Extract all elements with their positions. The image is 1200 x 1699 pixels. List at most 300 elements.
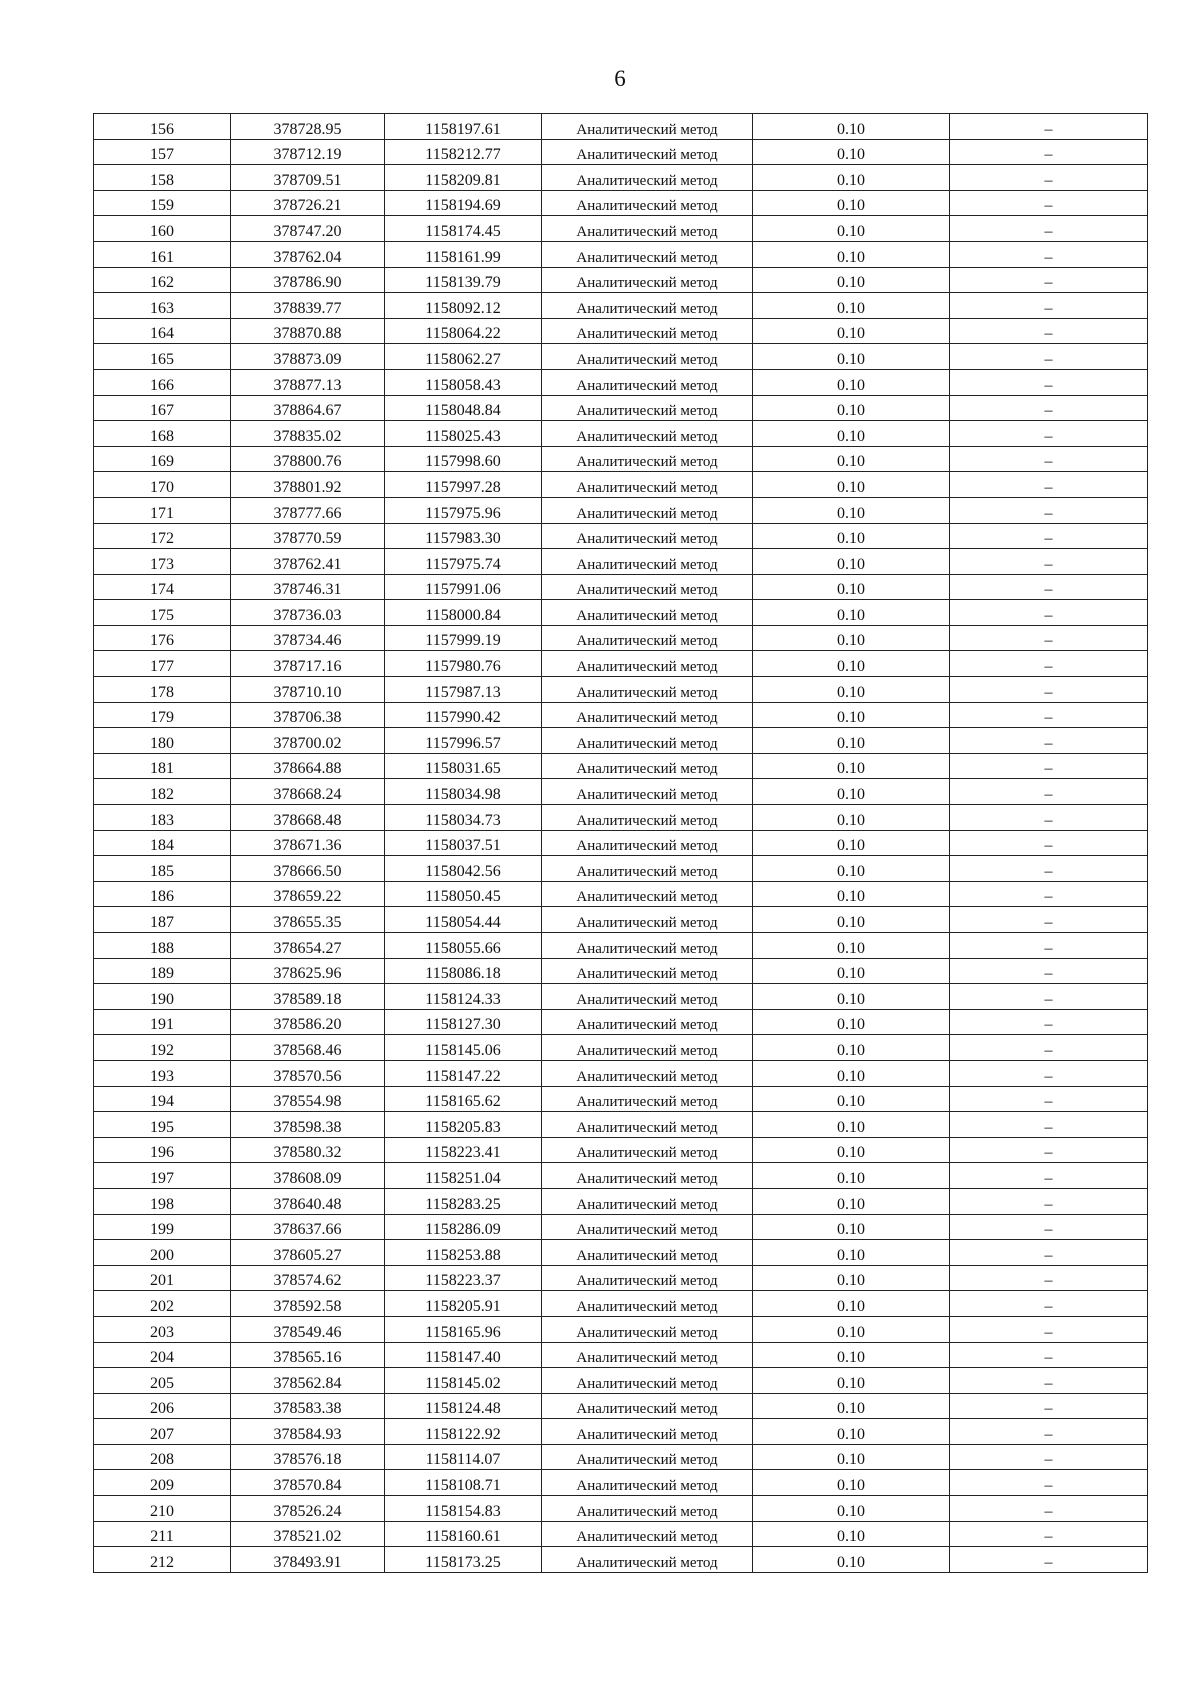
cell-coord-y: 1158145.02 bbox=[385, 1368, 542, 1394]
table-body bbox=[94, 114, 1148, 1573]
cell-coord-y: 1158212.77 bbox=[385, 139, 542, 165]
cell-point-number: 171 bbox=[94, 497, 231, 523]
cell-coord-y: 1158283.25 bbox=[385, 1188, 542, 1214]
cell-accuracy: 0.10 bbox=[753, 1060, 950, 1086]
cell-coord-x: 378659.22 bbox=[231, 881, 385, 907]
cell-note: – bbox=[950, 344, 1148, 370]
cell-point-number: 159 bbox=[94, 190, 231, 216]
table-row bbox=[94, 1265, 1148, 1291]
cell-note: – bbox=[950, 1419, 1148, 1445]
cell-point-number: 172 bbox=[94, 523, 231, 549]
cell-coord-x: 378877.13 bbox=[231, 369, 385, 395]
table-row bbox=[94, 1547, 1148, 1573]
cell-coord-x: 378728.95 bbox=[231, 114, 385, 140]
cell-point-number: 192 bbox=[94, 1035, 231, 1061]
cell-method: Аналитический метод bbox=[542, 369, 753, 395]
table-row bbox=[94, 1316, 1148, 1342]
cell-point-number: 195 bbox=[94, 1112, 231, 1138]
cell-coord-x: 378706.38 bbox=[231, 702, 385, 728]
cell-point-number: 185 bbox=[94, 856, 231, 882]
cell-note: – bbox=[950, 1009, 1148, 1035]
cell-accuracy: 0.10 bbox=[753, 1470, 950, 1496]
cell-note: – bbox=[950, 753, 1148, 779]
cell-point-number: 187 bbox=[94, 907, 231, 933]
cell-accuracy: 0.10 bbox=[753, 216, 950, 242]
cell-method: Аналитический метод bbox=[542, 446, 753, 472]
cell-coord-y: 1158286.09 bbox=[385, 1214, 542, 1240]
cell-method: Аналитический метод bbox=[542, 1137, 753, 1163]
cell-coord-x: 378726.21 bbox=[231, 190, 385, 216]
cell-point-number: 165 bbox=[94, 344, 231, 370]
cell-accuracy: 0.10 bbox=[753, 114, 950, 140]
cell-accuracy: 0.10 bbox=[753, 1188, 950, 1214]
cell-method: Аналитический метод bbox=[542, 881, 753, 907]
cell-coord-y: 1158064.22 bbox=[385, 318, 542, 344]
cell-coord-y: 1157997.28 bbox=[385, 472, 542, 498]
cell-note: – bbox=[950, 267, 1148, 293]
cell-coord-y: 1158251.04 bbox=[385, 1163, 542, 1189]
cell-note: – bbox=[950, 293, 1148, 319]
cell-coord-x: 378570.56 bbox=[231, 1060, 385, 1086]
cell-coord-x: 378747.20 bbox=[231, 216, 385, 242]
cell-note: – bbox=[950, 549, 1148, 575]
cell-note: – bbox=[950, 881, 1148, 907]
cell-point-number: 182 bbox=[94, 779, 231, 805]
cell-method: Аналитический метод bbox=[542, 318, 753, 344]
cell-method: Аналитический метод bbox=[542, 293, 753, 319]
cell-method: Аналитический метод bbox=[542, 1316, 753, 1342]
cell-accuracy: 0.10 bbox=[753, 1265, 950, 1291]
cell-coord-x: 378800.76 bbox=[231, 446, 385, 472]
table-row bbox=[94, 139, 1148, 165]
cell-coord-x: 378570.84 bbox=[231, 1470, 385, 1496]
cell-accuracy: 0.10 bbox=[753, 1240, 950, 1266]
cell-point-number: 204 bbox=[94, 1342, 231, 1368]
table-row bbox=[94, 1419, 1148, 1445]
cell-coord-x: 378736.03 bbox=[231, 600, 385, 626]
cell-coord-y: 1158050.45 bbox=[385, 881, 542, 907]
cell-accuracy: 0.10 bbox=[753, 1547, 950, 1573]
cell-coord-y: 1158037.51 bbox=[385, 830, 542, 856]
cell-coord-x: 378637.66 bbox=[231, 1214, 385, 1240]
cell-coord-x: 378592.58 bbox=[231, 1291, 385, 1317]
cell-accuracy: 0.10 bbox=[753, 600, 950, 626]
cell-accuracy: 0.10 bbox=[753, 1496, 950, 1522]
cell-method: Аналитический метод bbox=[542, 1163, 753, 1189]
cell-coord-y: 1157975.96 bbox=[385, 497, 542, 523]
table-row bbox=[94, 702, 1148, 728]
cell-method: Аналитический метод bbox=[542, 190, 753, 216]
cell-note: – bbox=[950, 625, 1148, 651]
table-row bbox=[94, 293, 1148, 319]
cell-point-number: 198 bbox=[94, 1188, 231, 1214]
cell-coord-y: 1158034.73 bbox=[385, 805, 542, 831]
cell-coord-x: 378770.59 bbox=[231, 523, 385, 549]
cell-coord-x: 378835.02 bbox=[231, 421, 385, 447]
cell-accuracy: 0.10 bbox=[753, 1137, 950, 1163]
cell-accuracy: 0.10 bbox=[753, 1214, 950, 1240]
cell-method: Аналитический метод bbox=[542, 523, 753, 549]
cell-note: – bbox=[950, 1496, 1148, 1522]
cell-accuracy: 0.10 bbox=[753, 421, 950, 447]
cell-point-number: 190 bbox=[94, 984, 231, 1010]
cell-coord-x: 378710.10 bbox=[231, 677, 385, 703]
table-row bbox=[94, 600, 1148, 626]
cell-accuracy: 0.10 bbox=[753, 933, 950, 959]
cell-point-number: 199 bbox=[94, 1214, 231, 1240]
cell-point-number: 163 bbox=[94, 293, 231, 319]
cell-accuracy: 0.10 bbox=[753, 165, 950, 191]
cell-accuracy: 0.10 bbox=[753, 318, 950, 344]
cell-coord-x: 378654.27 bbox=[231, 933, 385, 959]
coordinates-table bbox=[93, 113, 1148, 1573]
cell-coord-x: 378864.67 bbox=[231, 395, 385, 421]
cell-note: – bbox=[950, 651, 1148, 677]
cell-note: – bbox=[950, 984, 1148, 1010]
cell-method: Аналитический метод bbox=[542, 677, 753, 703]
cell-accuracy: 0.10 bbox=[753, 523, 950, 549]
cell-note: – bbox=[950, 933, 1148, 959]
cell-coord-x: 378584.93 bbox=[231, 1419, 385, 1445]
cell-note: – bbox=[950, 1470, 1148, 1496]
cell-coord-y: 1158165.96 bbox=[385, 1316, 542, 1342]
cell-note: – bbox=[950, 958, 1148, 984]
cell-method: Аналитический метод bbox=[542, 497, 753, 523]
cell-method: Аналитический метод bbox=[542, 958, 753, 984]
cell-coord-y: 1158161.99 bbox=[385, 241, 542, 267]
cell-note: – bbox=[950, 702, 1148, 728]
cell-point-number: 176 bbox=[94, 625, 231, 651]
table-row bbox=[94, 190, 1148, 216]
cell-coord-x: 378598.38 bbox=[231, 1112, 385, 1138]
cell-point-number: 180 bbox=[94, 728, 231, 754]
cell-coord-x: 378762.41 bbox=[231, 549, 385, 575]
cell-point-number: 186 bbox=[94, 881, 231, 907]
table-row bbox=[94, 369, 1148, 395]
cell-accuracy: 0.10 bbox=[753, 1009, 950, 1035]
table-row bbox=[94, 1291, 1148, 1317]
cell-coord-x: 378565.16 bbox=[231, 1342, 385, 1368]
cell-accuracy: 0.10 bbox=[753, 574, 950, 600]
table-row bbox=[94, 1240, 1148, 1266]
cell-method: Аналитический метод bbox=[542, 267, 753, 293]
cell-point-number: 207 bbox=[94, 1419, 231, 1445]
cell-method: Аналитический метод bbox=[542, 1112, 753, 1138]
cell-note: – bbox=[950, 1265, 1148, 1291]
cell-coord-y: 1158058.43 bbox=[385, 369, 542, 395]
cell-note: – bbox=[950, 1060, 1148, 1086]
cell-coord-x: 378605.27 bbox=[231, 1240, 385, 1266]
cell-method: Аналитический метод bbox=[542, 779, 753, 805]
cell-coord-y: 1157996.57 bbox=[385, 728, 542, 754]
table-row bbox=[94, 574, 1148, 600]
cell-coord-x: 378668.24 bbox=[231, 779, 385, 805]
cell-coord-y: 1158147.22 bbox=[385, 1060, 542, 1086]
cell-note: – bbox=[950, 114, 1148, 140]
cell-point-number: 169 bbox=[94, 446, 231, 472]
table-row bbox=[94, 677, 1148, 703]
cell-note: – bbox=[950, 728, 1148, 754]
cell-point-number: 178 bbox=[94, 677, 231, 703]
cell-coord-y: 1158145.06 bbox=[385, 1035, 542, 1061]
table-row bbox=[94, 421, 1148, 447]
cell-coord-y: 1157980.76 bbox=[385, 651, 542, 677]
cell-method: Аналитический метод bbox=[542, 651, 753, 677]
cell-note: – bbox=[950, 1368, 1148, 1394]
cell-coord-x: 378640.48 bbox=[231, 1188, 385, 1214]
cell-note: – bbox=[950, 830, 1148, 856]
table-row bbox=[94, 165, 1148, 191]
cell-point-number: 210 bbox=[94, 1496, 231, 1522]
cell-method: Аналитический метод bbox=[542, 933, 753, 959]
cell-note: – bbox=[950, 1444, 1148, 1470]
cell-coord-y: 1158031.65 bbox=[385, 753, 542, 779]
cell-coord-y: 1158000.84 bbox=[385, 600, 542, 626]
table-row bbox=[94, 933, 1148, 959]
table-row bbox=[94, 1470, 1148, 1496]
cell-coord-x: 378700.02 bbox=[231, 728, 385, 754]
cell-method: Аналитический метод bbox=[542, 574, 753, 600]
table-row bbox=[94, 395, 1148, 421]
cell-coord-y: 1158034.98 bbox=[385, 779, 542, 805]
cell-method: Аналитический метод bbox=[542, 1342, 753, 1368]
cell-method: Аналитический метод bbox=[542, 549, 753, 575]
cell-coord-x: 378746.31 bbox=[231, 574, 385, 600]
cell-coord-y: 1158025.43 bbox=[385, 421, 542, 447]
cell-method: Аналитический метод bbox=[542, 1086, 753, 1112]
table-row bbox=[94, 114, 1148, 140]
cell-coord-y: 1157990.42 bbox=[385, 702, 542, 728]
cell-method: Аналитический метод bbox=[542, 753, 753, 779]
table-row bbox=[94, 523, 1148, 549]
table-row bbox=[94, 318, 1148, 344]
cell-note: – bbox=[950, 779, 1148, 805]
cell-method: Аналитический метод bbox=[542, 600, 753, 626]
cell-method: Аналитический метод bbox=[542, 1035, 753, 1061]
cell-coord-y: 1158194.69 bbox=[385, 190, 542, 216]
table-row bbox=[94, 1086, 1148, 1112]
cell-coord-x: 378583.38 bbox=[231, 1393, 385, 1419]
cell-note: – bbox=[950, 139, 1148, 165]
cell-accuracy: 0.10 bbox=[753, 907, 950, 933]
table-row bbox=[94, 1444, 1148, 1470]
cell-note: – bbox=[950, 318, 1148, 344]
cell-note: – bbox=[950, 677, 1148, 703]
cell-method: Аналитический метод bbox=[542, 1521, 753, 1547]
cell-method: Аналитический метод bbox=[542, 421, 753, 447]
cell-point-number: 212 bbox=[94, 1547, 231, 1573]
cell-method: Аналитический метод bbox=[542, 625, 753, 651]
table-row bbox=[94, 1060, 1148, 1086]
table-row bbox=[94, 216, 1148, 242]
cell-method: Аналитический метод bbox=[542, 805, 753, 831]
cell-method: Аналитический метод bbox=[542, 1470, 753, 1496]
cell-coord-x: 378666.50 bbox=[231, 856, 385, 882]
cell-point-number: 167 bbox=[94, 395, 231, 421]
cell-coord-y: 1158042.56 bbox=[385, 856, 542, 882]
cell-point-number: 196 bbox=[94, 1137, 231, 1163]
cell-method: Аналитический метод bbox=[542, 1188, 753, 1214]
cell-coord-x: 378574.62 bbox=[231, 1265, 385, 1291]
cell-note: – bbox=[950, 600, 1148, 626]
cell-method: Аналитический метод bbox=[542, 1368, 753, 1394]
cell-point-number: 197 bbox=[94, 1163, 231, 1189]
cell-accuracy: 0.10 bbox=[753, 881, 950, 907]
cell-accuracy: 0.10 bbox=[753, 497, 950, 523]
cell-method: Аналитический метод bbox=[542, 241, 753, 267]
cell-accuracy: 0.10 bbox=[753, 1342, 950, 1368]
cell-method: Аналитический метод bbox=[542, 702, 753, 728]
cell-coord-x: 378493.91 bbox=[231, 1547, 385, 1573]
cell-point-number: 168 bbox=[94, 421, 231, 447]
cell-coord-x: 378586.20 bbox=[231, 1009, 385, 1035]
cell-note: – bbox=[950, 241, 1148, 267]
cell-accuracy: 0.10 bbox=[753, 1444, 950, 1470]
cell-accuracy: 0.10 bbox=[753, 1316, 950, 1342]
table-row bbox=[94, 1214, 1148, 1240]
cell-method: Аналитический метод bbox=[542, 1419, 753, 1445]
cell-coord-y: 1158253.88 bbox=[385, 1240, 542, 1266]
cell-accuracy: 0.10 bbox=[753, 753, 950, 779]
table-row bbox=[94, 472, 1148, 498]
cell-coord-y: 1157998.60 bbox=[385, 446, 542, 472]
cell-method: Аналитический метод bbox=[542, 139, 753, 165]
cell-accuracy: 0.10 bbox=[753, 1163, 950, 1189]
cell-coord-x: 378762.04 bbox=[231, 241, 385, 267]
cell-coord-x: 378521.02 bbox=[231, 1521, 385, 1547]
cell-note: – bbox=[950, 1240, 1148, 1266]
cell-point-number: 205 bbox=[94, 1368, 231, 1394]
cell-coord-y: 1157983.30 bbox=[385, 523, 542, 549]
cell-method: Аналитический метод bbox=[542, 1444, 753, 1470]
cell-note: – bbox=[950, 1521, 1148, 1547]
cell-note: – bbox=[950, 190, 1148, 216]
cell-point-number: 193 bbox=[94, 1060, 231, 1086]
table-row bbox=[94, 907, 1148, 933]
cell-accuracy: 0.10 bbox=[753, 677, 950, 703]
cell-method: Аналитический метод bbox=[542, 1060, 753, 1086]
cell-point-number: 174 bbox=[94, 574, 231, 600]
cell-method: Аналитический метод bbox=[542, 165, 753, 191]
cell-point-number: 179 bbox=[94, 702, 231, 728]
cell-accuracy: 0.10 bbox=[753, 293, 950, 319]
table-row bbox=[94, 1342, 1148, 1368]
cell-coord-y: 1158154.83 bbox=[385, 1496, 542, 1522]
cell-note: – bbox=[950, 1086, 1148, 1112]
cell-accuracy: 0.10 bbox=[753, 728, 950, 754]
cell-point-number: 202 bbox=[94, 1291, 231, 1317]
table-row bbox=[94, 1393, 1148, 1419]
cell-point-number: 156 bbox=[94, 114, 231, 140]
table-row bbox=[94, 830, 1148, 856]
cell-note: – bbox=[950, 165, 1148, 191]
cell-method: Аналитический метод bbox=[542, 907, 753, 933]
cell-accuracy: 0.10 bbox=[753, 984, 950, 1010]
cell-accuracy: 0.10 bbox=[753, 1393, 950, 1419]
cell-coord-y: 1158223.37 bbox=[385, 1265, 542, 1291]
cell-accuracy: 0.10 bbox=[753, 344, 950, 370]
cell-note: – bbox=[950, 1163, 1148, 1189]
cell-method: Аналитический метод bbox=[542, 114, 753, 140]
cell-coord-y: 1158197.61 bbox=[385, 114, 542, 140]
table-row bbox=[94, 753, 1148, 779]
cell-point-number: 162 bbox=[94, 267, 231, 293]
cell-point-number: 188 bbox=[94, 933, 231, 959]
cell-coord-x: 378625.96 bbox=[231, 958, 385, 984]
cell-method: Аналитический метод bbox=[542, 1009, 753, 1035]
cell-method: Аналитический метод bbox=[542, 1291, 753, 1317]
cell-method: Аналитический метод bbox=[542, 984, 753, 1010]
cell-point-number: 160 bbox=[94, 216, 231, 242]
cell-method: Аналитический метод bbox=[542, 1265, 753, 1291]
page-number: 6 bbox=[614, 66, 626, 91]
cell-coord-y: 1158147.40 bbox=[385, 1342, 542, 1368]
table-row bbox=[94, 625, 1148, 651]
cell-coord-x: 378554.98 bbox=[231, 1086, 385, 1112]
table-row bbox=[94, 1496, 1148, 1522]
table-row bbox=[94, 497, 1148, 523]
cell-method: Аналитический метод bbox=[542, 344, 753, 370]
cell-accuracy: 0.10 bbox=[753, 958, 950, 984]
cell-accuracy: 0.10 bbox=[753, 651, 950, 677]
cell-coord-x: 378589.18 bbox=[231, 984, 385, 1010]
cell-accuracy: 0.10 bbox=[753, 625, 950, 651]
cell-coord-y: 1158124.33 bbox=[385, 984, 542, 1010]
cell-coord-x: 378717.16 bbox=[231, 651, 385, 677]
cell-point-number: 177 bbox=[94, 651, 231, 677]
cell-coord-y: 1158114.07 bbox=[385, 1444, 542, 1470]
cell-note: – bbox=[950, 1316, 1148, 1342]
cell-point-number: 209 bbox=[94, 1470, 231, 1496]
cell-point-number: 191 bbox=[94, 1009, 231, 1035]
cell-accuracy: 0.10 bbox=[753, 472, 950, 498]
cell-coord-y: 1158127.30 bbox=[385, 1009, 542, 1035]
cell-accuracy: 0.10 bbox=[753, 395, 950, 421]
cell-coord-y: 1158160.61 bbox=[385, 1521, 542, 1547]
cell-coord-x: 378664.88 bbox=[231, 753, 385, 779]
table-row bbox=[94, 958, 1148, 984]
table-row bbox=[94, 1521, 1148, 1547]
cell-note: – bbox=[950, 369, 1148, 395]
cell-coord-y: 1158054.44 bbox=[385, 907, 542, 933]
cell-note: – bbox=[950, 856, 1148, 882]
cell-coord-y: 1158086.18 bbox=[385, 958, 542, 984]
cell-coord-x: 378870.88 bbox=[231, 318, 385, 344]
cell-accuracy: 0.10 bbox=[753, 702, 950, 728]
cell-coord-y: 1158108.71 bbox=[385, 1470, 542, 1496]
cell-accuracy: 0.10 bbox=[753, 549, 950, 575]
cell-method: Аналитический метод bbox=[542, 1547, 753, 1573]
cell-accuracy: 0.10 bbox=[753, 139, 950, 165]
cell-coord-y: 1157991.06 bbox=[385, 574, 542, 600]
cell-coord-x: 378873.09 bbox=[231, 344, 385, 370]
cell-point-number: 158 bbox=[94, 165, 231, 191]
cell-method: Аналитический метод bbox=[542, 1393, 753, 1419]
table-row bbox=[94, 728, 1148, 754]
cell-coord-y: 1158165.62 bbox=[385, 1086, 542, 1112]
cell-coord-x: 378786.90 bbox=[231, 267, 385, 293]
cell-accuracy: 0.10 bbox=[753, 1521, 950, 1547]
cell-point-number: 181 bbox=[94, 753, 231, 779]
cell-accuracy: 0.10 bbox=[753, 1291, 950, 1317]
cell-coord-x: 378526.24 bbox=[231, 1496, 385, 1522]
cell-coord-x: 378734.46 bbox=[231, 625, 385, 651]
cell-point-number: 170 bbox=[94, 472, 231, 498]
cell-note: – bbox=[950, 1291, 1148, 1317]
table-row bbox=[94, 1009, 1148, 1035]
cell-note: – bbox=[950, 395, 1148, 421]
cell-note: – bbox=[950, 497, 1148, 523]
